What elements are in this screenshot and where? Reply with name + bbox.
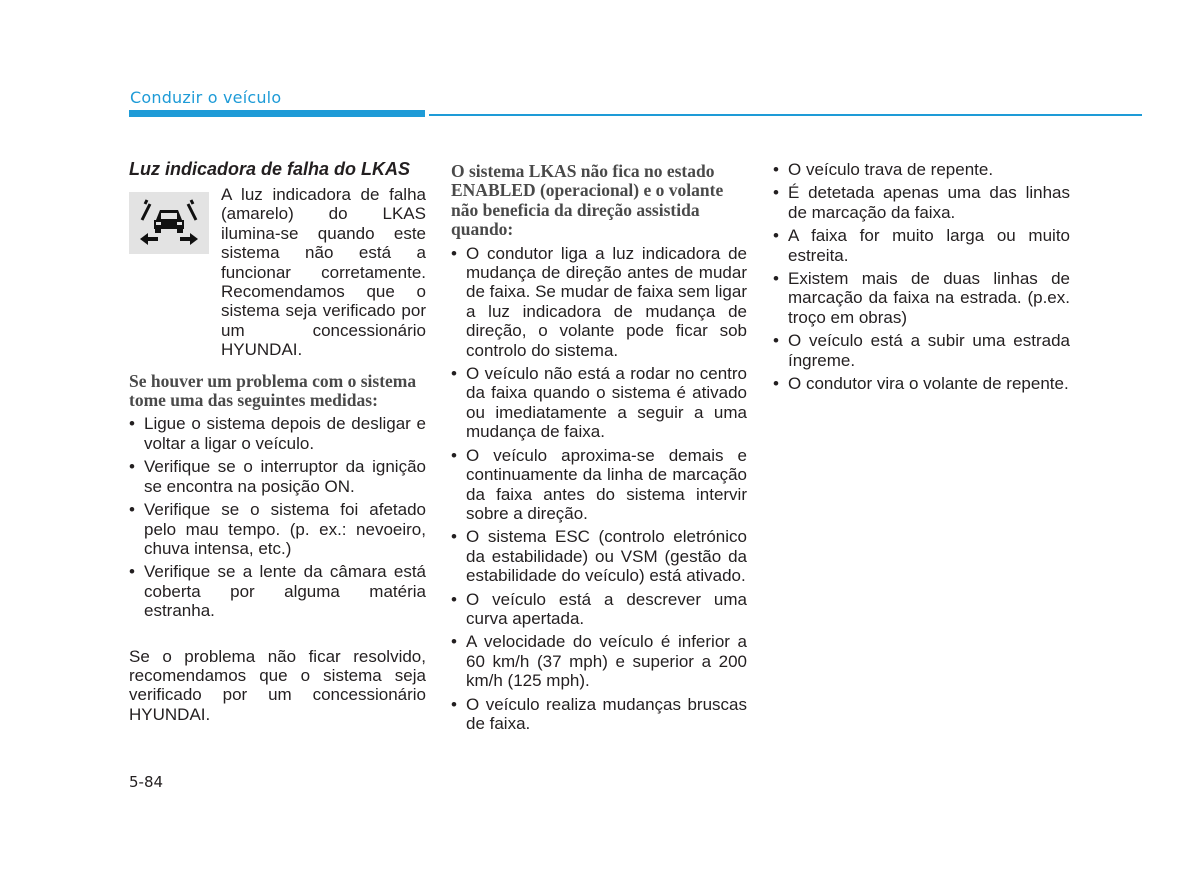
list-item: • Verifique se o sistema foi afetado pelo mau tempo. (p. ex.: nevoeiro, chuva intensa, etc.)	[129, 500, 426, 558]
closing-paragraph: Se o problema não ficar resolvido, recomendamos que o sistema seja verificado por um concessionário HYUNDAI.	[129, 646, 426, 724]
list-item: • Existem mais de duas linhas de marcação da faixa na estrada. (p.ex. troço em obras)	[773, 269, 1070, 327]
list-item: • O veículo não está a rodar no centro da faixa quando o sistema é ativado ou imediatamente a seguir a uma mudança de faixa.	[451, 364, 747, 442]
lkas-fault-heading: Luz indicadora de falha do LKAS	[129, 159, 411, 179]
list-item: • É detetada apenas uma das linhas de marcação da faixa.	[773, 183, 1070, 222]
page-number: 5-84	[129, 773, 164, 791]
header-bar-thick	[129, 110, 425, 117]
column-3	[773, 160, 1070, 397]
list-item: • Verifique se a lente da câmara está coberta por alguma matéria estranha.	[129, 562, 426, 620]
list-item: • O condutor liga a luz indicadora de mudança de direção antes de mudar de faixa. Se mudar de faixa sem ligar a luz indicadora de mudança de direção, o volante pode ficar sob controlo do sistema.	[451, 244, 747, 360]
problem-steps-list	[129, 414, 426, 620]
column-2	[451, 162, 747, 737]
lkas-warning-icon	[129, 192, 209, 254]
list-item: • O veículo trava de repente.	[773, 160, 1070, 179]
not-enabled-subheading: O sistema LKAS não fica no estado ENABLED (operacional) e o volante não beneficia da direção assistida quando:	[451, 161, 724, 240]
list-item: • O sistema ESC (controlo eletrónico da estabilidade) ou VSM (gestão da estabilidade do veículo) está ativado.	[451, 527, 747, 585]
list-item: • O veículo aproxima-se demais e continuamente da linha de marcação da faixa antes do sistema intervir sobre a direção.	[451, 446, 747, 524]
more-conditions-list	[773, 160, 1070, 393]
icon-paragraph	[129, 185, 426, 360]
list-item: • O veículo está a subir uma estrada íngreme.	[773, 331, 1070, 370]
lkas-fault-description: A luz indicadora de falha (amarelo) do LKAS ilumina-se quando este sistema não está a funcionar corretamente. Recomendamos que o sistema seja verificado por um concessionário HYUNDAI.	[221, 185, 426, 360]
list-item: • A faixa for muito larga ou muito estreita.	[773, 226, 1070, 265]
list-item: • A velocidade do veículo é inferior a 60 km/h (37 mph) e superior a 200 km/h (125 mph).	[451, 632, 747, 690]
section-title: Conduzir o veículo	[130, 88, 282, 107]
list-item: • Ligue o sistema depois de desligar e voltar a ligar o veículo.	[129, 414, 426, 453]
header-bar-thin	[429, 114, 1142, 116]
not-enabled-conditions-list	[451, 244, 747, 734]
problem-subheading: Se houver um problema com o sistema tome uma das seguintes medidas:	[129, 370, 417, 411]
list-item: • Verifique se o interruptor da ignição se encontra na posição ON.	[129, 457, 426, 496]
column-1	[129, 160, 426, 724]
list-item: • O condutor vira o volante de repente.	[773, 374, 1070, 393]
list-item: • O veículo está a descrever uma curva apertada.	[451, 590, 747, 629]
list-item: • O veículo realiza mudanças bruscas de faixa.	[451, 695, 747, 734]
